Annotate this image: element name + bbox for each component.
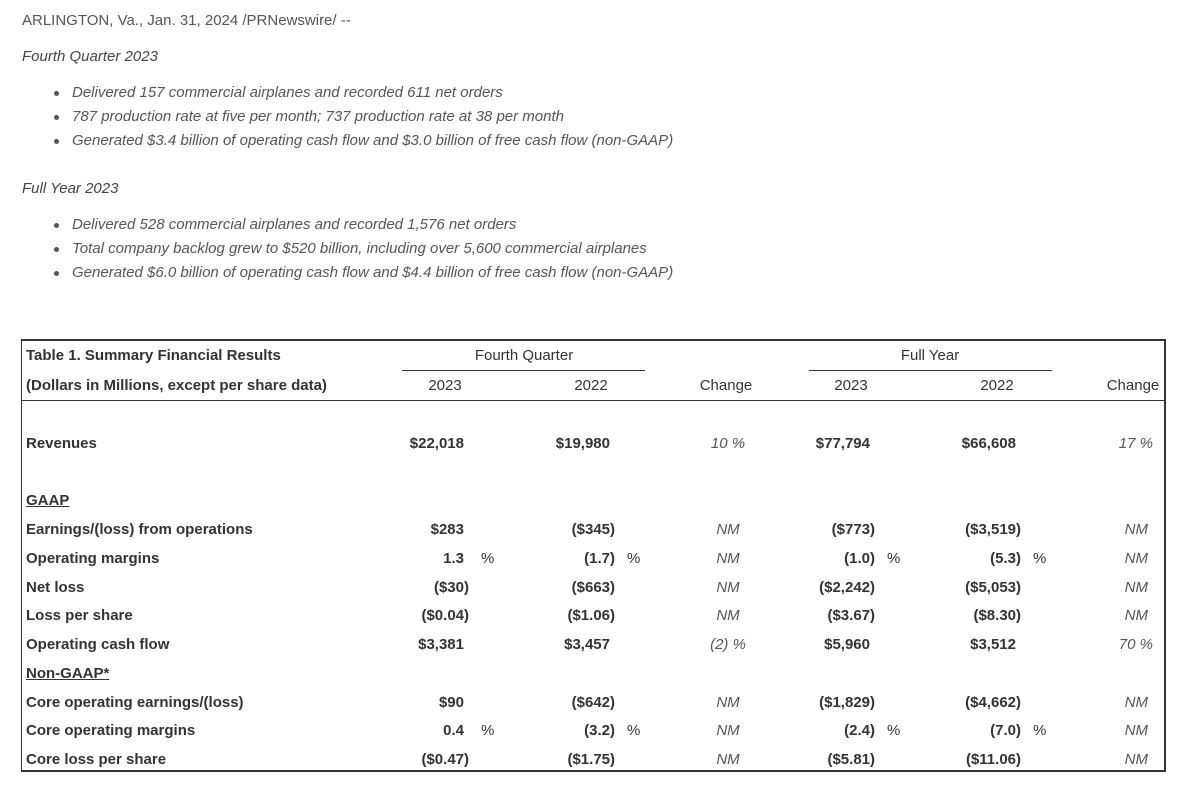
- cell-revenues-fy2023: $77,794: [815, 435, 870, 452]
- cell-earnings-qchange: NM: [716, 521, 740, 538]
- full-year-group-header: Full Year: [900, 347, 960, 364]
- percent-sign: %: [627, 722, 641, 739]
- col-header-q-change: Change: [699, 377, 753, 394]
- list-item: 787 production rate at five per month; 737 production rate at 38 per month: [72, 105, 673, 129]
- cell-earnings-fy2023: ($773): [831, 521, 875, 538]
- row-label-revenues: Revenues: [26, 435, 97, 452]
- cell-netloss-q2022: ($663): [571, 579, 615, 596]
- percent-sign: %: [1033, 722, 1047, 739]
- cell-ocf-q2023: $3,381: [418, 636, 464, 653]
- cell-revenues-fychange: 17 %: [1118, 435, 1153, 452]
- cell-netloss-q2023: ($30): [433, 579, 469, 596]
- percent-sign: %: [887, 722, 901, 739]
- summary-financial-table: [21, 339, 1166, 772]
- cell-core-margins-q2022: (3.2): [584, 722, 615, 739]
- cell-netloss-qchange: NM: [716, 579, 740, 596]
- col-header-q-2022: 2022: [574, 377, 608, 394]
- col-header-fy-2023: 2023: [834, 377, 868, 394]
- col-header-fy-2022: 2022: [980, 377, 1014, 394]
- dateline: ARLINGTON, Va., Jan. 31, 2024 /PRNewswire/ --: [22, 12, 351, 29]
- percent-sign: %: [481, 722, 495, 739]
- cell-revenues-q2022: $19,980: [555, 435, 610, 452]
- cell-core-margins-fy2023: (2.4): [844, 722, 875, 739]
- cell-netloss-fychange: NM: [1124, 579, 1148, 596]
- row-label-core-operating-margins: Core operating margins: [26, 722, 196, 739]
- cell-core-lps-q2022: ($1.75): [567, 751, 615, 768]
- table-subtitle: (Dollars in Millions, except per share data): [26, 377, 327, 394]
- cell-lps-fychange: NM: [1124, 607, 1148, 624]
- cell-margins-fy2023: (1.0): [844, 550, 875, 567]
- percent-sign: %: [481, 550, 495, 567]
- fourth-quarter-rule: [402, 370, 645, 371]
- col-header-q-2023: 2023: [428, 377, 462, 394]
- cell-lps-fy2023: ($3.67): [827, 607, 875, 624]
- cell-core-lps-fy2023: ($5.81): [827, 751, 875, 768]
- cell-ocf-fychange: 70 %: [1118, 636, 1153, 653]
- cell-revenues-qchange: 10 %: [710, 435, 746, 452]
- cell-lps-qchange: NM: [716, 607, 740, 624]
- percent-sign: %: [1033, 550, 1047, 567]
- cell-core-lps-qchange: NM: [716, 751, 740, 768]
- cell-revenues-q2023: $22,018: [409, 435, 464, 452]
- cell-earnings-q2022: ($345): [571, 521, 615, 538]
- cell-core-earnings-fy2022: ($4,662): [965, 694, 1021, 711]
- percent-sign: %: [627, 550, 641, 567]
- row-label-loss-per-share: Loss per share: [26, 607, 133, 624]
- cell-lps-q2023: ($0.04): [421, 607, 469, 624]
- gaap-section-label: GAAP: [26, 492, 70, 509]
- table-title: Table 1. Summary Financial Results: [26, 347, 281, 364]
- fourth-quarter-group-header: Fourth Quarter: [474, 347, 574, 364]
- list-item: Generated $3.4 billion of operating cash flow and $3.0 billion of free cash flow (non-GAAP): [72, 129, 673, 153]
- col-header-fy-change: Change: [1106, 377, 1160, 394]
- fy-heading: Full Year 2023: [22, 180, 119, 197]
- cell-margins-fy2022: (5.3): [990, 550, 1021, 567]
- header-rule: [22, 400, 1165, 401]
- cell-ocf-fy2023: $5,960: [824, 636, 870, 653]
- cell-core-earnings-fy2023: ($1,829): [819, 694, 875, 711]
- full-year-rule: [809, 370, 1052, 371]
- cell-margins-q2022: (1.7): [584, 550, 615, 567]
- cell-lps-fy2022: ($8.30): [973, 607, 1021, 624]
- row-label-earnings-from-operations: Earnings/(loss) from operations: [26, 521, 253, 538]
- cell-earnings-fy2022: ($3,519): [965, 521, 1021, 538]
- q4-heading: Fourth Quarter 2023: [22, 48, 158, 65]
- list-item: Total company backlog grew to $520 billion, including over 5,600 commercial airplanes: [72, 237, 673, 261]
- cell-core-margins-qchange: NM: [716, 722, 740, 739]
- cell-core-margins-q2023: 0.4: [443, 722, 464, 739]
- list-item: Generated $6.0 billion of operating cash flow and $4.4 billion of free cash flow (non-GAAP): [72, 261, 673, 285]
- list-item: Delivered 157 commercial airplanes and recorded 611 net orders: [72, 81, 673, 105]
- cell-ocf-fy2022: $3,512: [970, 636, 1016, 653]
- row-label-core-operating-earnings: Core operating earnings/(loss): [26, 694, 244, 711]
- cell-ocf-qchange: (2) %: [710, 636, 746, 653]
- cell-netloss-fy2022: ($5,053): [965, 579, 1021, 596]
- cell-core-earnings-q2023: $90: [438, 694, 464, 711]
- cell-margins-fychange: NM: [1124, 550, 1148, 567]
- cell-core-lps-fy2022: ($11.06): [965, 751, 1021, 768]
- cell-core-lps-q2023: ($0.47): [421, 751, 469, 768]
- cell-earnings-q2023: $283: [430, 521, 464, 538]
- fy-highlights-list: [72, 213, 673, 285]
- cell-core-margins-fy2022: (7.0): [990, 722, 1021, 739]
- cell-margins-qchange: NM: [716, 550, 740, 567]
- row-label-operating-margins: Operating margins: [26, 550, 160, 567]
- cell-margins-q2023: 1.3: [443, 550, 464, 567]
- q4-highlights-list: [72, 81, 673, 153]
- cell-lps-q2022: ($1.06): [567, 607, 615, 624]
- cell-revenues-fy2022: $66,608: [961, 435, 1016, 452]
- cell-core-earnings-q2022: ($642): [571, 694, 615, 711]
- row-label-operating-cash-flow: Operating cash flow: [26, 636, 170, 653]
- cell-earnings-fychange: NM: [1124, 521, 1148, 538]
- cell-core-earnings-qchange: NM: [716, 694, 740, 711]
- list-item: Delivered 528 commercial airplanes and recorded 1,576 net orders: [72, 213, 673, 237]
- cell-core-earnings-fychange: NM: [1124, 694, 1148, 711]
- cell-netloss-fy2023: ($2,242): [819, 579, 875, 596]
- row-label-net-loss: Net loss: [26, 579, 85, 596]
- row-label-core-loss-per-share: Core loss per share: [26, 751, 167, 768]
- percent-sign: %: [887, 550, 901, 567]
- cell-ocf-q2022: $3,457: [564, 636, 610, 653]
- cell-core-margins-fychange: NM: [1124, 722, 1148, 739]
- non-gaap-section-label: Non-GAAP*: [26, 665, 110, 682]
- cell-core-lps-fychange: NM: [1124, 751, 1148, 768]
